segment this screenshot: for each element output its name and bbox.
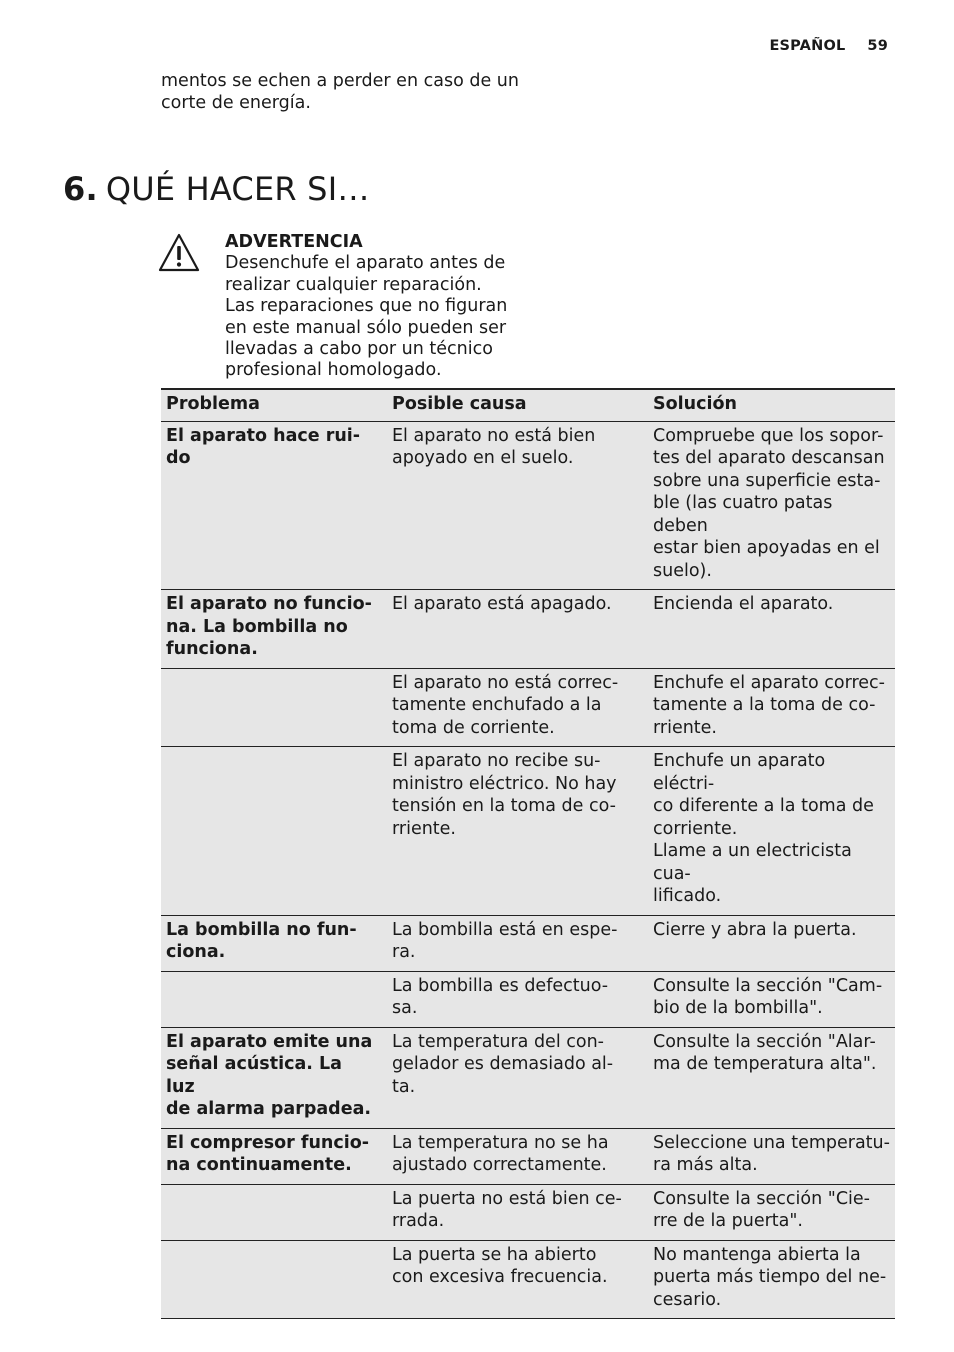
cause-cell-line: rriente.	[392, 818, 456, 839]
page-header	[769, 38, 888, 54]
problem-cell	[161, 747, 379, 916]
cause-cell-line: gelador es demasiado al-	[392, 1054, 614, 1074]
cause-cell-line: apoyado en el suelo.	[392, 448, 574, 468]
problem-cell-line: El aparato emite una	[166, 1031, 373, 1052]
cause-cell	[379, 668, 640, 747]
solution-cell-line: rre de la puerta".	[653, 1211, 803, 1231]
table-row	[161, 590, 895, 669]
solution-cell-line: Consulte la sección "Cie-	[653, 1188, 870, 1209]
warning-title: ADVERTENCIA	[225, 232, 363, 252]
problem-cell	[161, 1128, 379, 1184]
warning-icon	[158, 233, 200, 273]
cause-cell	[379, 915, 640, 971]
solution-cell-line: Enchufe el aparato correc-	[653, 672, 885, 693]
table-row	[161, 1128, 895, 1184]
cause-cell-line: El aparato no está bien	[392, 425, 596, 446]
table-row	[161, 747, 895, 916]
problem-cell	[161, 421, 379, 590]
solution-cell-line: Consulte la sección "Cam-	[653, 975, 883, 996]
cause-cell-line: ta.	[392, 1076, 416, 1097]
cause-cell-line: El aparato no está correc-	[392, 672, 619, 693]
solution-cell-line: Seleccione una temperatu-	[653, 1132, 890, 1153]
table-row	[161, 971, 895, 1027]
cause-cell	[379, 747, 640, 916]
cause-cell-line: sa.	[392, 998, 418, 1018]
header-cause: Posible causa	[379, 389, 640, 421]
solution-cell-line: tes del aparato descansan	[653, 448, 885, 468]
solution-cell-line: co diferente a la toma de	[653, 796, 874, 816]
problem-cell	[161, 590, 379, 669]
solution-cell	[640, 915, 895, 971]
solution-cell	[640, 668, 895, 747]
cause-cell-line: toma de corriente.	[392, 717, 555, 738]
warning-line: Las reparaciones que no figuran	[225, 296, 508, 317]
cause-cell-line: tensión en la toma de co-	[392, 796, 616, 816]
section-number: 6.	[63, 170, 98, 208]
solution-cell	[640, 421, 895, 590]
problem-cell-line: señal acústica. La luz	[166, 1054, 342, 1097]
warning-line: Desenchufe el aparato antes de	[225, 253, 506, 274]
warning-block	[225, 232, 515, 382]
problem-cell-line: de alarma parpadea.	[166, 1099, 372, 1119]
cause-cell-line: La bombilla es defectuo-	[392, 975, 609, 996]
problem-cell-line: El aparato no funcio-	[166, 594, 372, 614]
solution-cell-line: Compruebe que los sopor-	[653, 425, 884, 446]
solution-cell-line: lificado.	[653, 886, 722, 906]
problem-cell-line: La bombilla no fun-	[166, 919, 357, 940]
intro-text	[161, 70, 521, 114]
cause-cell-line: La temperatura del con-	[392, 1031, 604, 1052]
solution-cell-line: sobre una superficie esta-	[653, 470, 881, 491]
table-body	[161, 421, 895, 1319]
cause-cell-line: El aparato está apagado.	[392, 594, 612, 614]
table-row	[161, 1184, 895, 1240]
warning-line: realizar cualquier reparación.	[225, 274, 482, 295]
header-problem: Problema	[161, 389, 379, 421]
table-header-row	[161, 389, 895, 421]
solution-cell-line: Consulte la sección "Alar-	[653, 1031, 876, 1052]
solution-cell	[640, 1240, 895, 1319]
cause-cell	[379, 971, 640, 1027]
solution-cell-line: tamente a la toma de co-	[653, 695, 876, 715]
cause-cell-line: rrada.	[392, 1211, 445, 1231]
cause-cell	[379, 1240, 640, 1319]
intro-line: mentos se echen a perder en caso de un	[161, 71, 519, 91]
cause-cell	[379, 1128, 640, 1184]
solution-cell-line: Llame a un electricista cua-	[653, 841, 852, 884]
cause-cell	[379, 590, 640, 669]
solution-cell-line: suelo).	[653, 560, 712, 581]
problem-cell	[161, 1027, 379, 1128]
cause-cell-line: con excesiva frecuencia.	[392, 1267, 608, 1287]
problem-cell-line: na. La bombilla no	[166, 616, 348, 637]
problem-cell-line: El aparato hace rui-	[166, 425, 361, 446]
problem-cell-line: El compresor funcio-	[166, 1132, 370, 1153]
header-solution: Solución	[640, 389, 895, 421]
solution-cell-line: Cierre y abra la puerta.	[653, 919, 857, 940]
cause-cell-line: tamente enchufado a la	[392, 695, 602, 715]
solution-cell-line: bio de la bombilla".	[653, 998, 823, 1018]
cause-cell	[379, 1184, 640, 1240]
table-row	[161, 1027, 895, 1128]
cause-cell-line: ra.	[392, 942, 416, 962]
cause-cell-line: El aparato no recibe su-	[392, 751, 601, 771]
problem-cell-line: ciona.	[166, 942, 226, 962]
solution-cell-line: ble (las cuatro patas deben	[653, 493, 833, 536]
cause-cell-line: La bombilla está en espe-	[392, 919, 618, 940]
cause-cell	[379, 1027, 640, 1128]
cause-cell	[379, 421, 640, 590]
cause-cell-line: ajustado correctamente.	[392, 1155, 607, 1175]
table-row	[161, 915, 895, 971]
intro-line: corte de energía.	[161, 93, 311, 113]
solution-cell-line: ma de temperatura alta".	[653, 1054, 877, 1074]
problem-cell-line: na continuamente.	[166, 1155, 352, 1175]
problem-cell	[161, 1184, 379, 1240]
solution-cell	[640, 747, 895, 916]
cause-cell-line: La temperatura no se ha	[392, 1132, 609, 1153]
cause-cell-line: La puerta se ha abierto	[392, 1244, 597, 1265]
solution-cell-line: estar bien apoyadas en el	[653, 538, 880, 558]
solution-cell	[640, 1128, 895, 1184]
solution-cell-line: Enchufe un aparato eléctri-	[653, 751, 826, 794]
table-row	[161, 668, 895, 747]
solution-cell-line: rriente.	[653, 717, 717, 738]
problem-cell	[161, 915, 379, 971]
page-number: 59	[867, 38, 888, 54]
solution-cell	[640, 971, 895, 1027]
solution-cell-line: No mantenga abierta la	[653, 1244, 861, 1265]
section-title	[63, 170, 370, 208]
section-label: ESPAÑOL	[769, 38, 846, 54]
table-row	[161, 1240, 895, 1319]
problem-cell-line: do	[166, 448, 191, 468]
solution-cell-line: cesario.	[653, 1289, 722, 1310]
solution-cell	[640, 1184, 895, 1240]
solution-cell	[640, 590, 895, 669]
problem-cell	[161, 971, 379, 1027]
section-title-text: QUÉ HACER SI…	[105, 170, 370, 208]
solution-cell	[640, 1027, 895, 1128]
problem-cell	[161, 1240, 379, 1319]
cause-cell-line: ministro eléctrico. No hay	[392, 773, 617, 794]
warning-line: profesional homologado.	[225, 360, 442, 381]
problem-cell	[161, 668, 379, 747]
warning-line: llevadas a cabo por un técnico	[225, 339, 493, 360]
solution-cell-line: Encienda el aparato.	[653, 594, 834, 614]
problem-cell-line: funciona.	[166, 639, 258, 659]
solution-cell-line: ra más alta.	[653, 1155, 758, 1175]
cause-cell-line: La puerta no está bien ce-	[392, 1188, 622, 1209]
solution-cell-line: corriente.	[653, 818, 738, 839]
troubleshooting-table	[161, 388, 895, 1319]
solution-cell-line: puerta más tiempo del ne-	[653, 1267, 887, 1287]
warning-line: en este manual sólo pueden ser	[225, 317, 507, 338]
table-row	[161, 421, 895, 590]
